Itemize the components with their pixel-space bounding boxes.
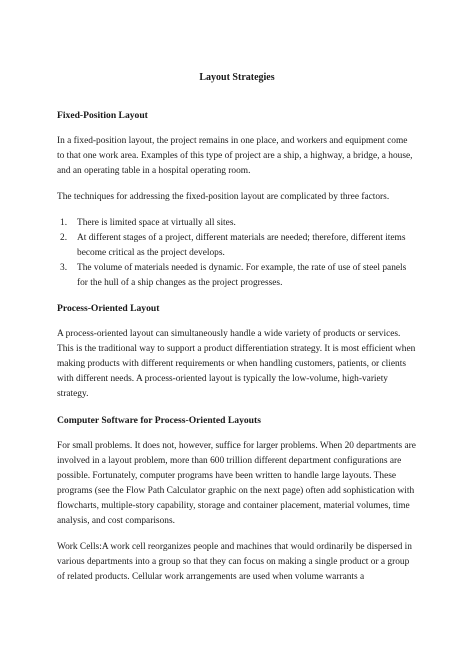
section-heading: Computer Software for Process-Oriented Layouts bbox=[57, 415, 261, 426]
list-number: 1. bbox=[60, 218, 68, 228]
paragraph: The techniques for addressing the fixed-position layout are complicated by three factors. bbox=[57, 192, 390, 202]
list-text: There is limited space at virtually all sites. bbox=[77, 218, 236, 228]
list-item bbox=[57, 261, 417, 291]
list-item bbox=[57, 231, 417, 261]
section-fixed-position bbox=[57, 108, 417, 291]
paragraph: Work Cells:A work cell reorganizes people and machines that would ordinarily be dispersed in various departments into a group so that they can focus on making a single product or a group of related products. Cellular work arrangements are used when volume warrants a bbox=[57, 542, 412, 582]
list-text: The volume of materials needed is dynamic. For example, the rate of use of steel panels for the hull of a ship changes as the project progresses. bbox=[77, 263, 407, 288]
section-heading: Fixed-Position Layout bbox=[57, 110, 148, 121]
list-number: 2. bbox=[60, 233, 68, 243]
list-number: 3. bbox=[60, 263, 68, 273]
list-text: At different stages of a project, different materials are needed; therefore, different items become critical as the project develops. bbox=[77, 233, 406, 258]
paragraph: A process-oriented layout can simultaneously handle a wide variety of products or services. This is the traditional way to support a product differentiation strategy. It is most efficient when making products with different requirements or when handling customers, patients, or clients with different needs. A process-oriented layout is typically the low-volume, high-variety strategy. bbox=[57, 329, 416, 399]
factors-list bbox=[57, 216, 417, 291]
list-item bbox=[57, 216, 417, 231]
section-heading: Process-Oriented Layout bbox=[57, 303, 160, 314]
section-process-oriented bbox=[57, 301, 417, 402]
document-body bbox=[57, 108, 417, 596]
paragraph: For small problems. It does not, however, suffice for larger problems. When 20 departments are involved in a layout problem, more than 600 trillion different department configurations are possible. Fortunately, computer programs have been written to handle large layouts. These programs (see the Flow Path Calculator graphic on the next page) often add sophistication with flowcharts, multiple-story capability, storage and container placement, material volumes, time analysis, and cost comparisons. bbox=[57, 441, 416, 526]
page-title: Layout Strategies bbox=[199, 72, 275, 83]
section-computer-software bbox=[57, 413, 417, 585]
paragraph: In a fixed-position layout, the project remains in one place, and workers and equipment come to that one work area. Examples of this type of project are a ship, a highway, a bridge, a house, and an operating table in a hospital operating room. bbox=[57, 136, 413, 176]
